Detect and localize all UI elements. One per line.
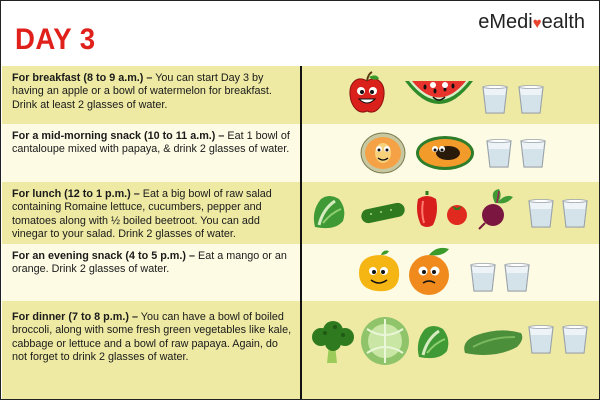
glass-icon <box>517 85 545 115</box>
glass-icon <box>503 263 531 293</box>
meal-description: You can start Day 3 by having an apple or a bowl of watermelon for breakfast. Drink at least 2 glasses of water. <box>12 72 272 111</box>
brand-logo <box>478 11 585 34</box>
raw-papaya-icon <box>461 327 525 359</box>
apple-icon <box>347 71 387 117</box>
meal-label: For breakfast (8 to 9 a.m.) – <box>12 72 153 84</box>
cabbage-icon <box>359 315 411 367</box>
watermelon-icon <box>403 77 475 113</box>
glass-icon <box>527 199 555 229</box>
glass-icon <box>481 85 509 115</box>
logo-text-start: eMedi <box>478 11 533 33</box>
glass-icon <box>561 199 589 229</box>
tomato-icon <box>445 202 469 226</box>
broccoli-icon <box>311 319 355 365</box>
meal-label: For a mid-morning snack (10 to 11 a.m.) – <box>12 130 225 142</box>
meal-text <box>12 311 295 364</box>
glass-icon <box>519 139 547 169</box>
glass-icon <box>485 139 513 169</box>
papaya-icon <box>415 133 475 173</box>
page-title: DAY 3 <box>15 23 96 56</box>
logo-text-end: ealth <box>541 11 585 33</box>
meal-text <box>12 72 295 112</box>
meal-label: For lunch (12 to 1 p.m.) – <box>12 188 140 200</box>
lettuce-icon <box>309 191 349 231</box>
meal-text <box>12 250 295 277</box>
meal-label: For an evening snack (4 to 5 p.m.) – <box>12 250 195 262</box>
logo-heart-icon: ♥ <box>532 15 542 32</box>
cucumber-icon <box>359 202 407 224</box>
meal-text <box>12 130 295 157</box>
meal-description: Eat a mango or an orange. Drink 2 glasses of water. <box>12 250 287 276</box>
beetroot-icon <box>475 189 517 231</box>
orange-icon <box>405 245 457 297</box>
meal-description: You can have a bowl of boiled broccoli, along with some fresh green vegetables like kale, cabbage or lettuce and a bowl of raw papaya. Again, do not forget to drink 2 glasses of water. <box>12 311 292 363</box>
kale-icon <box>413 321 453 361</box>
glass-icon <box>527 325 555 355</box>
pepper-icon <box>415 191 439 229</box>
cantaloupe-icon <box>359 129 407 175</box>
glass-icon <box>469 263 497 293</box>
mango-icon <box>353 249 403 295</box>
meal-text <box>12 188 295 241</box>
column-divider <box>300 66 302 399</box>
meal-description: Eat a big bowl of raw salad containing Romaine lettuce, cucumbers, pepper and tomatoes along with ½ boiled beetroot. You can add vinegar to your salad. Drink 2 glasses of water. <box>12 188 272 240</box>
meal-label: For dinner (7 to 8 p.m.) – <box>12 311 138 323</box>
meal-description: Eat 1 bowl of cantaloupe mixed with papaya, & drink 2 glasses of water. <box>12 130 290 156</box>
glass-icon <box>561 325 589 355</box>
